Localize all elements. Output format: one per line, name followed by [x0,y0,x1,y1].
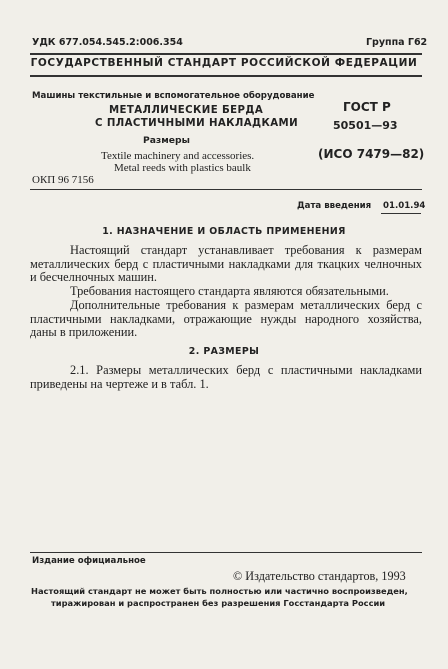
reproduction-notice-line-1: Настоящий стандарт не может быть полностью или частично воспроизведен, [31,586,408,596]
intro-date-label: Дата введения [297,201,372,211]
footer-rule [30,552,422,553]
english-title-line-1: Textile machinery and accessories. [101,150,255,162]
group-code: Группа Г62 [366,37,428,48]
section-1-paragraph-1: Настоящий стандарт устанавливает требования к размерам металлических берд с пластичными накладками для ткацких челночных и бесчелночных машин. [30,243,422,285]
gost-label: ГОСТ Р [343,100,391,114]
intro-date-underline [381,213,421,214]
subtitle: Размеры [143,135,190,146]
section-1-heading: 1. НАЗНАЧЕНИЕ И ОБЛАСТЬ ПРИМЕНЕНИЯ [102,226,346,237]
intro-date-value: 01.01.94 [383,201,426,211]
category-line: Машины текстильные и вспомогательное оборудование [32,91,315,101]
title-block-rule [30,189,422,190]
udk-code: УДК 677.054.545.2:006.354 [32,37,183,48]
section-2-heading: 2. РАЗМЕРЫ [188,346,260,357]
iso-reference: (ИСО 7479—82) [318,147,425,161]
banner-rule [30,75,422,77]
okp-code: ОКП 96 7156 [32,174,94,186]
title-line-1: МЕТАЛЛИЧЕСКИЕ БЕРДА [109,105,264,116]
section-1-paragraph-2: Требования настоящего стандарта являются обязательными. [70,284,389,298]
state-standard-banner: ГОСУДАРСТВЕННЫЙ СТАНДАРТ РОССИЙСКОЙ ФЕДЕРАЦИИ [30,57,418,69]
english-title-line-2: Metal reeds with plastics baulk [114,162,251,174]
section-1-paragraph-3: Дополнительные требования к размерам металлических берд с пластичными накладками, отражающие нужды народного хозяйства, даны в приложении. [30,298,422,340]
gost-number: 50501—93 [333,119,398,132]
reproduction-notice-line-2: тиражирован и распространен без разрешения Госстандарта России [51,598,386,608]
copyright-line: © Издательство стандартов, 1993 [233,569,406,583]
top-rule [30,53,422,55]
section-2-paragraph-1: 2.1. Размеры металлических берд с пластичными накладками приведены на чертеже и в табл. 1. [30,363,422,391]
official-edition-label: Издание официальное [32,556,146,566]
title-line-2: С ПЛАСТИЧНЫМИ НАКЛАДКАМИ [95,118,299,129]
